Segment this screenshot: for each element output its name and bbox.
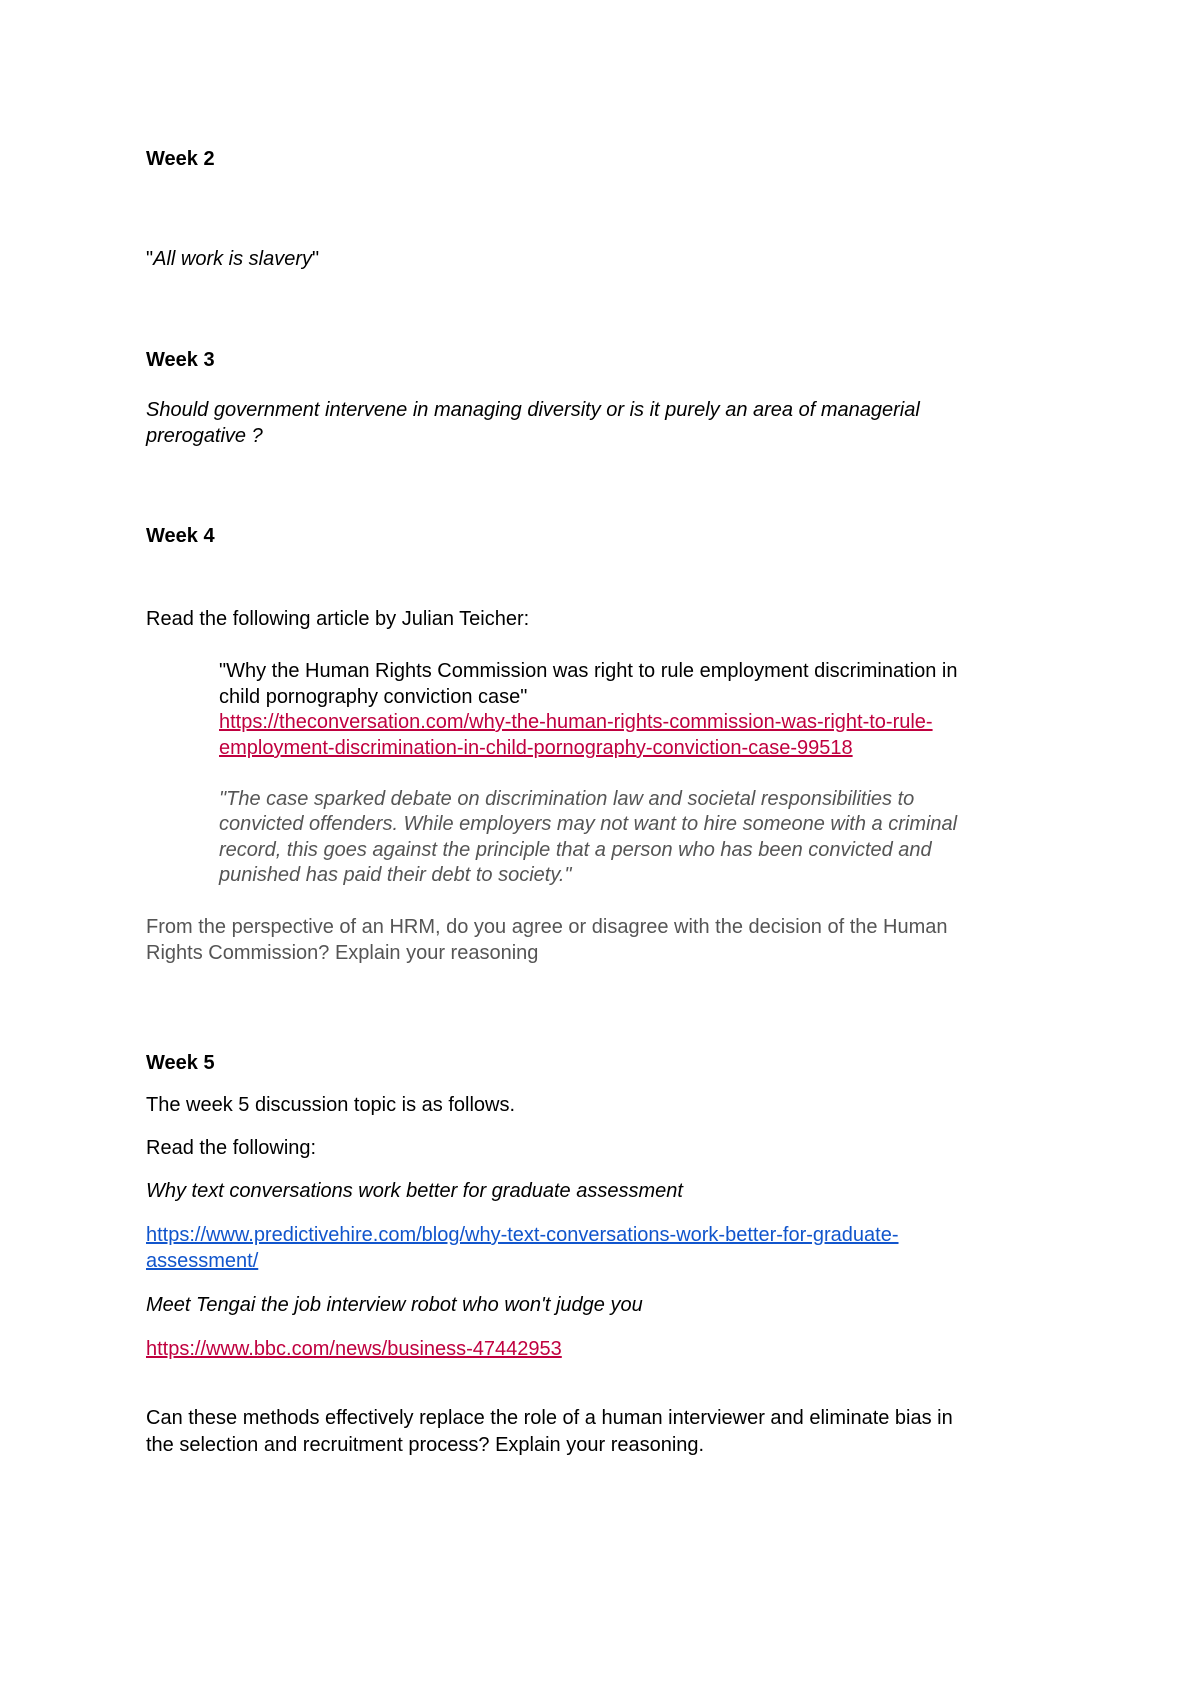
week4-article-title-line2: child pornography conviction case" (219, 686, 528, 708)
week4-article-link-line1[interactable]: https://theconversation.com/why-the-human-rights-commission-was-right-to-rule- (219, 711, 933, 733)
week5-intro: The week 5 discussion topic is as follows. (146, 1094, 516, 1116)
week4-article-link-line2[interactable]: employment-discrimination-in-child-pornography-conviction-case-99518 (219, 737, 853, 759)
week3-heading: Week 3 (146, 349, 215, 371)
week5-article1-title: Why text conversations work better for graduate assessment (146, 1180, 683, 1202)
week4-excerpt-line4: punished has paid their debt to society." (219, 864, 572, 886)
week4-excerpt-line3: record, this goes against the principle that a person who has been convicted and (219, 839, 932, 861)
week5-article1-link-line2[interactable]: assessment/ (146, 1250, 259, 1272)
week5-question-line1: Can these methods effectively replace the role of a human interviewer and eliminate bias in (146, 1407, 953, 1429)
week2-quote-open: " (146, 248, 154, 270)
week2-quote-text: All work is slavery (153, 248, 313, 270)
week3-question-line1: Should government intervene in managing diversity or is it purely an area of managerial (146, 399, 920, 421)
week5-question-line2: the selection and recruitment process? Explain your reasoning. (146, 1434, 705, 1456)
week4-excerpt-line1: "The case sparked debate on discrimination law and societal responsibilities to (219, 788, 915, 810)
week2-quote-close: " (312, 248, 320, 270)
week4-question-line2: Rights Commission? Explain your reasoning (146, 942, 539, 964)
week5-article2-title: Meet Tengai the job interview robot who won't judge you (146, 1294, 643, 1316)
week5-heading: Week 5 (146, 1052, 215, 1074)
week4-heading: Week 4 (146, 525, 215, 547)
week3-question-line2: prerogative ? (146, 425, 263, 447)
week4-question-line1: From the perspective of an HRM, do you agree or disagree with the decision of the Human (146, 916, 948, 938)
week4-excerpt-line2: convicted offenders. While employers may not want to hire someone with a criminal (219, 813, 958, 835)
week4-article-title-line1: "Why the Human Rights Commission was right to rule employment discrimination in (219, 660, 958, 682)
week2-heading: Week 2 (146, 148, 215, 170)
week5-article1-link-line1[interactable]: https://www.predictivehire.com/blog/why-text-conversations-work-better-for-graduate- (146, 1224, 899, 1246)
week4-intro: Read the following article by Julian Teicher: (146, 608, 530, 630)
week2-quote (146, 246, 319, 272)
week5-read: Read the following: (146, 1137, 317, 1159)
week5-article2-link[interactable]: https://www.bbc.com/news/business-47442953 (146, 1338, 562, 1360)
